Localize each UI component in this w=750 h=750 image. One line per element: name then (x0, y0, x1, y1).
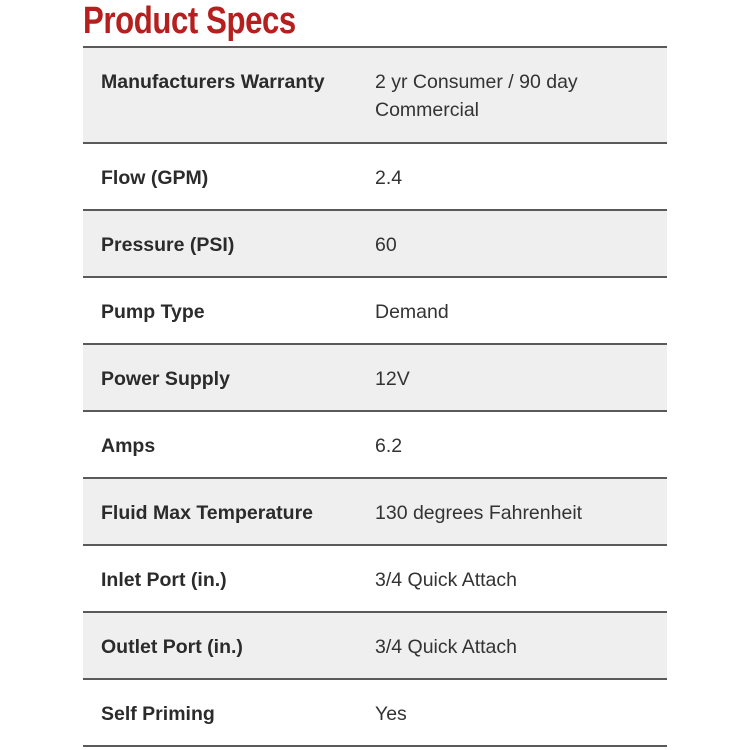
spec-value: 2 yr Consumer / 90 day Commercial (375, 47, 667, 143)
spec-label: Self Priming (101, 703, 215, 725)
spec-row-warranty (83, 47, 667, 143)
spec-row-outlet-port (83, 612, 667, 679)
spec-label: Outlet Port (in.) (83, 612, 375, 679)
spec-value: 3/4 Quick Attach (375, 569, 517, 591)
page-title: Product Specs (83, 0, 296, 42)
spec-value: Demand (375, 301, 449, 323)
spec-label: Inlet Port (in.) (101, 569, 227, 591)
spec-label: Pressure (PSI) (83, 210, 375, 277)
spec-value: 130 degrees Fahrenheit (375, 478, 667, 545)
spec-value: 6.2 (375, 435, 403, 457)
spec-label: Pump Type (101, 301, 205, 323)
spec-row-fluid-max-temperature (83, 478, 667, 545)
spec-label: Power Supply (83, 344, 375, 411)
spec-label: Fluid Max Temperature (83, 478, 375, 545)
spec-row-pump-type (83, 277, 667, 344)
spec-row-pressure (83, 210, 667, 277)
spec-label: Amps (101, 435, 156, 457)
spec-row-self-priming (83, 679, 667, 746)
spec-label: Flow (GPM) (101, 167, 209, 189)
spec-value: 3/4 Quick Attach (375, 612, 667, 679)
spec-label: Manufacturers Warranty (83, 47, 375, 143)
spec-row-amps (83, 411, 667, 478)
spec-value: 12V (375, 344, 667, 411)
spec-row-power-supply (83, 344, 667, 411)
spec-row-flow (83, 143, 667, 210)
spec-value: Yes (375, 703, 407, 725)
spec-value: 2.4 (375, 167, 403, 189)
specs-table (83, 46, 667, 747)
spec-value: 60 (375, 210, 667, 277)
spec-row-inlet-port (83, 545, 667, 612)
